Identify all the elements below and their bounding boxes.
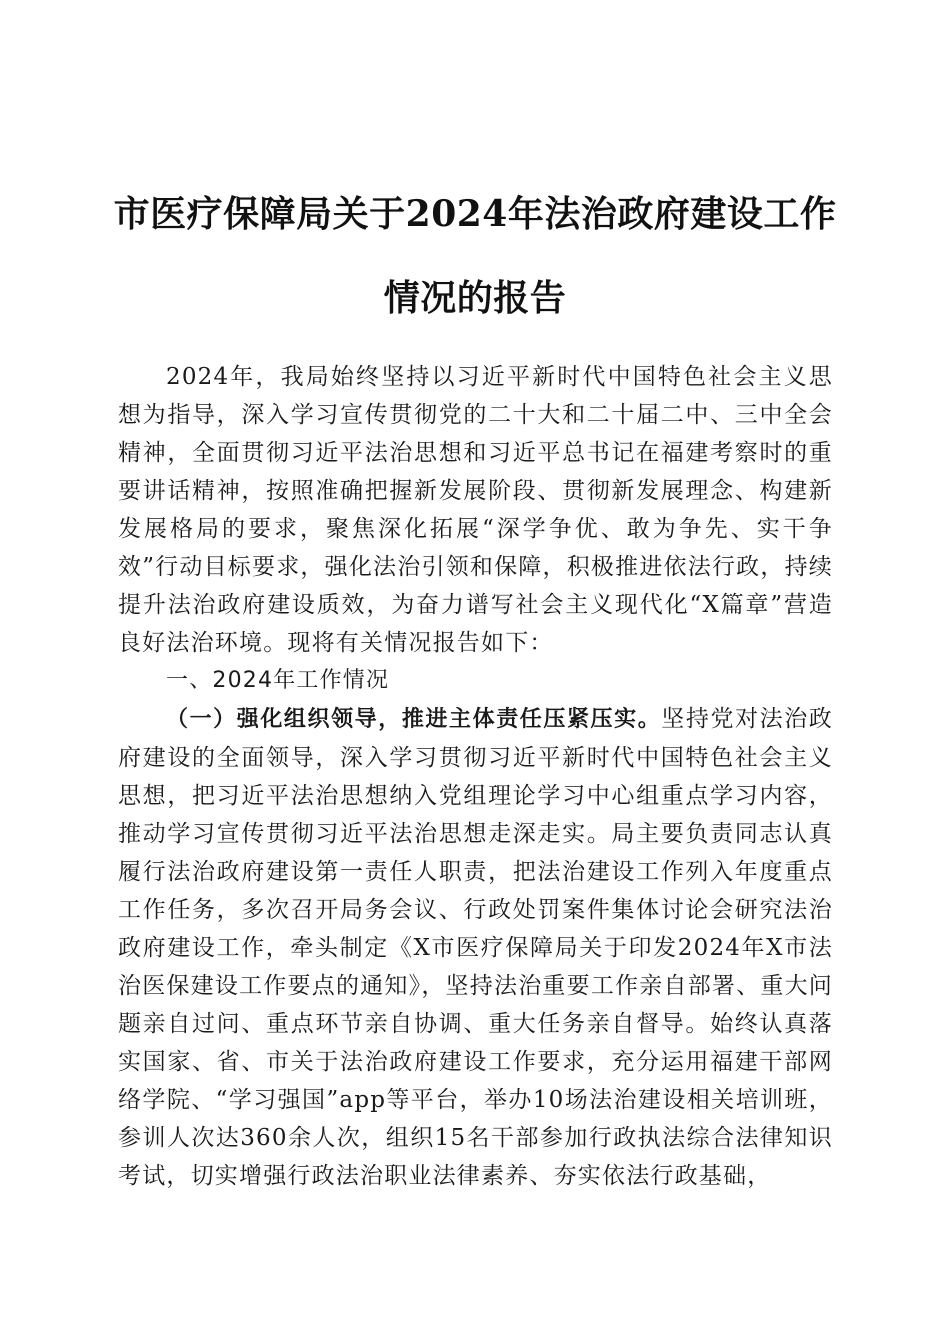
subsection-lead: （一）强化组织领导，推进主体责任压紧压实。: [166, 707, 662, 732]
title-line-1: 市医疗保障局关于2024年法治政府建设工作: [113, 193, 837, 235]
section-heading: 一、2024年工作情况: [166, 668, 390, 693]
document-title: [100, 172, 850, 340]
intro-paragraph: 2024年，我局始终坚持以习近平新时代中国特色社会主义思想为指导，深入学习宣传贯彻党的二十大和二十届二中、三中全会精神，全面贯彻习近平法治思想和习近平总书记在福建考察时的重要讲话精神，按照准确把握新发展阶段、贯彻新发展理念、构建新发展格局的要求，聚焦深化拓展“深学争优、敢为争先、实干争效”行动目标要求，强化法治引领和保障，积极推进依法行政，持续提升法治政府建设质效，为奋力谱写社会主义现代化“X篇章”营造良好法治环境。现将有关情况报告如下：: [118, 364, 833, 656]
subsection-paragraph: [118, 700, 833, 1195]
subsection-body: 坚持党对法治政府建设的全面领导，深入学习贯彻习近平新时代中国特色社会主义思想，把习近平法治思想纳入党组理论学习中心组重点学习内容，推动学习宣传贯彻习近平法治思想走深走实。局主要负责同志认真履行法治政府建设第一责任人职责，把法治建设工作列入年度重点工作任务，多次召开局务会议、行政处罚案件集体讨论会研究法治政府建设工作，牵头制定《X市医疗保障局关于印发2024年X市法治医保建设工作要点的通知》，坚持法治重要工作亲自部署、重大问题亲自过问、重点环节亲自协调、重大任务亲自督导。始终认真落实国家、省、市关于法治政府建设工作要求，充分运用福建干部网络学院、“学习强国”app等平台，举办10场法治建设相关培训班，参训人次达360余人次，组织15名干部参加行政执法综合法律知识考试，切实增强行政法治职业法律素养、夯实依法行政基础，: [118, 706, 834, 1189]
title-line-2: 情况的报告: [383, 277, 567, 319]
document-body: [118, 358, 833, 1195]
